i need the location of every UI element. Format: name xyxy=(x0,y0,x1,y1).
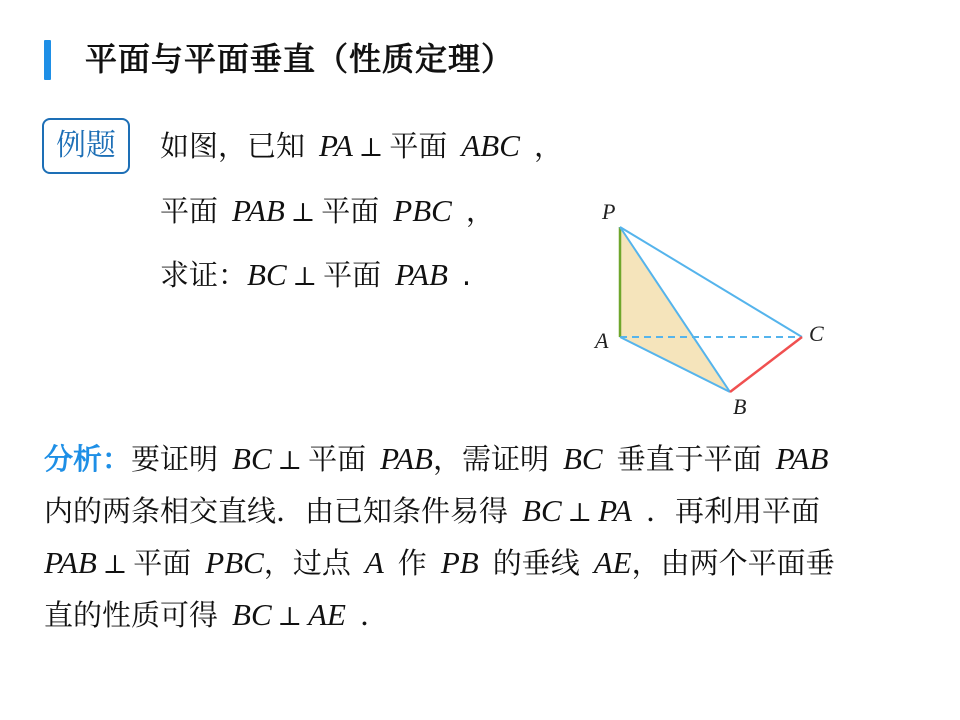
math-BC: BC xyxy=(562,441,603,476)
analysis-label: 分析： xyxy=(44,442,132,476)
text: 的垂线 xyxy=(492,546,580,580)
vertex-label-P: P xyxy=(602,199,616,224)
math-PAB: PAB xyxy=(44,545,97,580)
text: ，由两个平面垂 xyxy=(631,546,835,580)
math-PBC: PBC xyxy=(205,545,264,580)
perp-symbol: ⊥ xyxy=(567,498,593,528)
tetrahedron-figure xyxy=(585,195,845,425)
math-PB: PB xyxy=(440,545,479,580)
problem-line-2 xyxy=(160,191,495,233)
page-title: 平面与平面垂直（性质定理） xyxy=(85,40,515,78)
math-PAB: PAB xyxy=(775,441,829,476)
text: 直的性质可得 xyxy=(44,598,219,632)
text: ．再利用平面 xyxy=(645,494,820,528)
text: 平面 xyxy=(308,442,367,476)
analysis-line-4 xyxy=(44,590,924,642)
math-PAB: PAB xyxy=(395,257,448,292)
text: 垂直于平面 xyxy=(616,442,762,476)
math-AE: AE xyxy=(593,545,632,580)
problem-line-1 xyxy=(160,126,563,168)
math-PA: PA xyxy=(319,128,353,163)
problem-line-3 xyxy=(160,255,471,297)
math-PAB: PAB xyxy=(380,441,433,476)
title-accent-bar xyxy=(44,40,51,80)
math-BC: BC xyxy=(232,441,272,476)
text: 作 xyxy=(397,546,427,580)
text: 平面 xyxy=(160,194,219,228)
text: 平面 xyxy=(133,546,192,580)
perp-symbol: ⊥ xyxy=(292,262,318,292)
text: ， xyxy=(465,194,495,228)
vertex-label-A: A xyxy=(595,328,609,353)
example-badge: 例题 xyxy=(42,118,130,174)
text: ，过点 xyxy=(263,546,351,580)
text: ． xyxy=(359,598,389,632)
analysis-line-2 xyxy=(44,486,924,538)
math-A: A xyxy=(364,545,384,580)
perp-symbol: ⊥ xyxy=(102,550,128,580)
perp-symbol: ⊥ xyxy=(277,602,303,632)
perp-symbol: ⊥ xyxy=(290,198,316,228)
analysis-line-1 xyxy=(44,434,924,486)
math-BC: BC xyxy=(247,257,287,292)
math-PAB: PAB xyxy=(232,193,285,228)
perp-symbol: ⊥ xyxy=(277,446,303,476)
math-AE: AE xyxy=(308,597,346,632)
text: 求证： xyxy=(160,258,248,292)
text: 内的两条相交直线．由已知条件易得 xyxy=(44,494,509,528)
vertex-label-C: C xyxy=(809,321,824,346)
text: 平面 xyxy=(389,129,448,163)
text: ， xyxy=(533,129,563,163)
text: 平面 xyxy=(321,194,380,228)
perp-symbol: ⊥ xyxy=(358,133,384,163)
analysis-line-3 xyxy=(44,538,924,590)
vertex-label-B: B xyxy=(733,394,747,419)
math-PA: PA xyxy=(598,493,632,528)
text: 要证明 xyxy=(131,442,219,476)
math-BC: BC xyxy=(522,493,562,528)
edge-BC xyxy=(730,337,802,392)
math-BC: BC xyxy=(232,597,272,632)
text: ，需证明 xyxy=(432,442,549,476)
text: . xyxy=(461,258,472,292)
analysis-block xyxy=(44,434,924,642)
text: 如图，已知 xyxy=(160,129,306,163)
text: 平面 xyxy=(323,258,382,292)
math-ABC: ABC xyxy=(461,128,520,163)
math-PBC: PBC xyxy=(393,193,452,228)
